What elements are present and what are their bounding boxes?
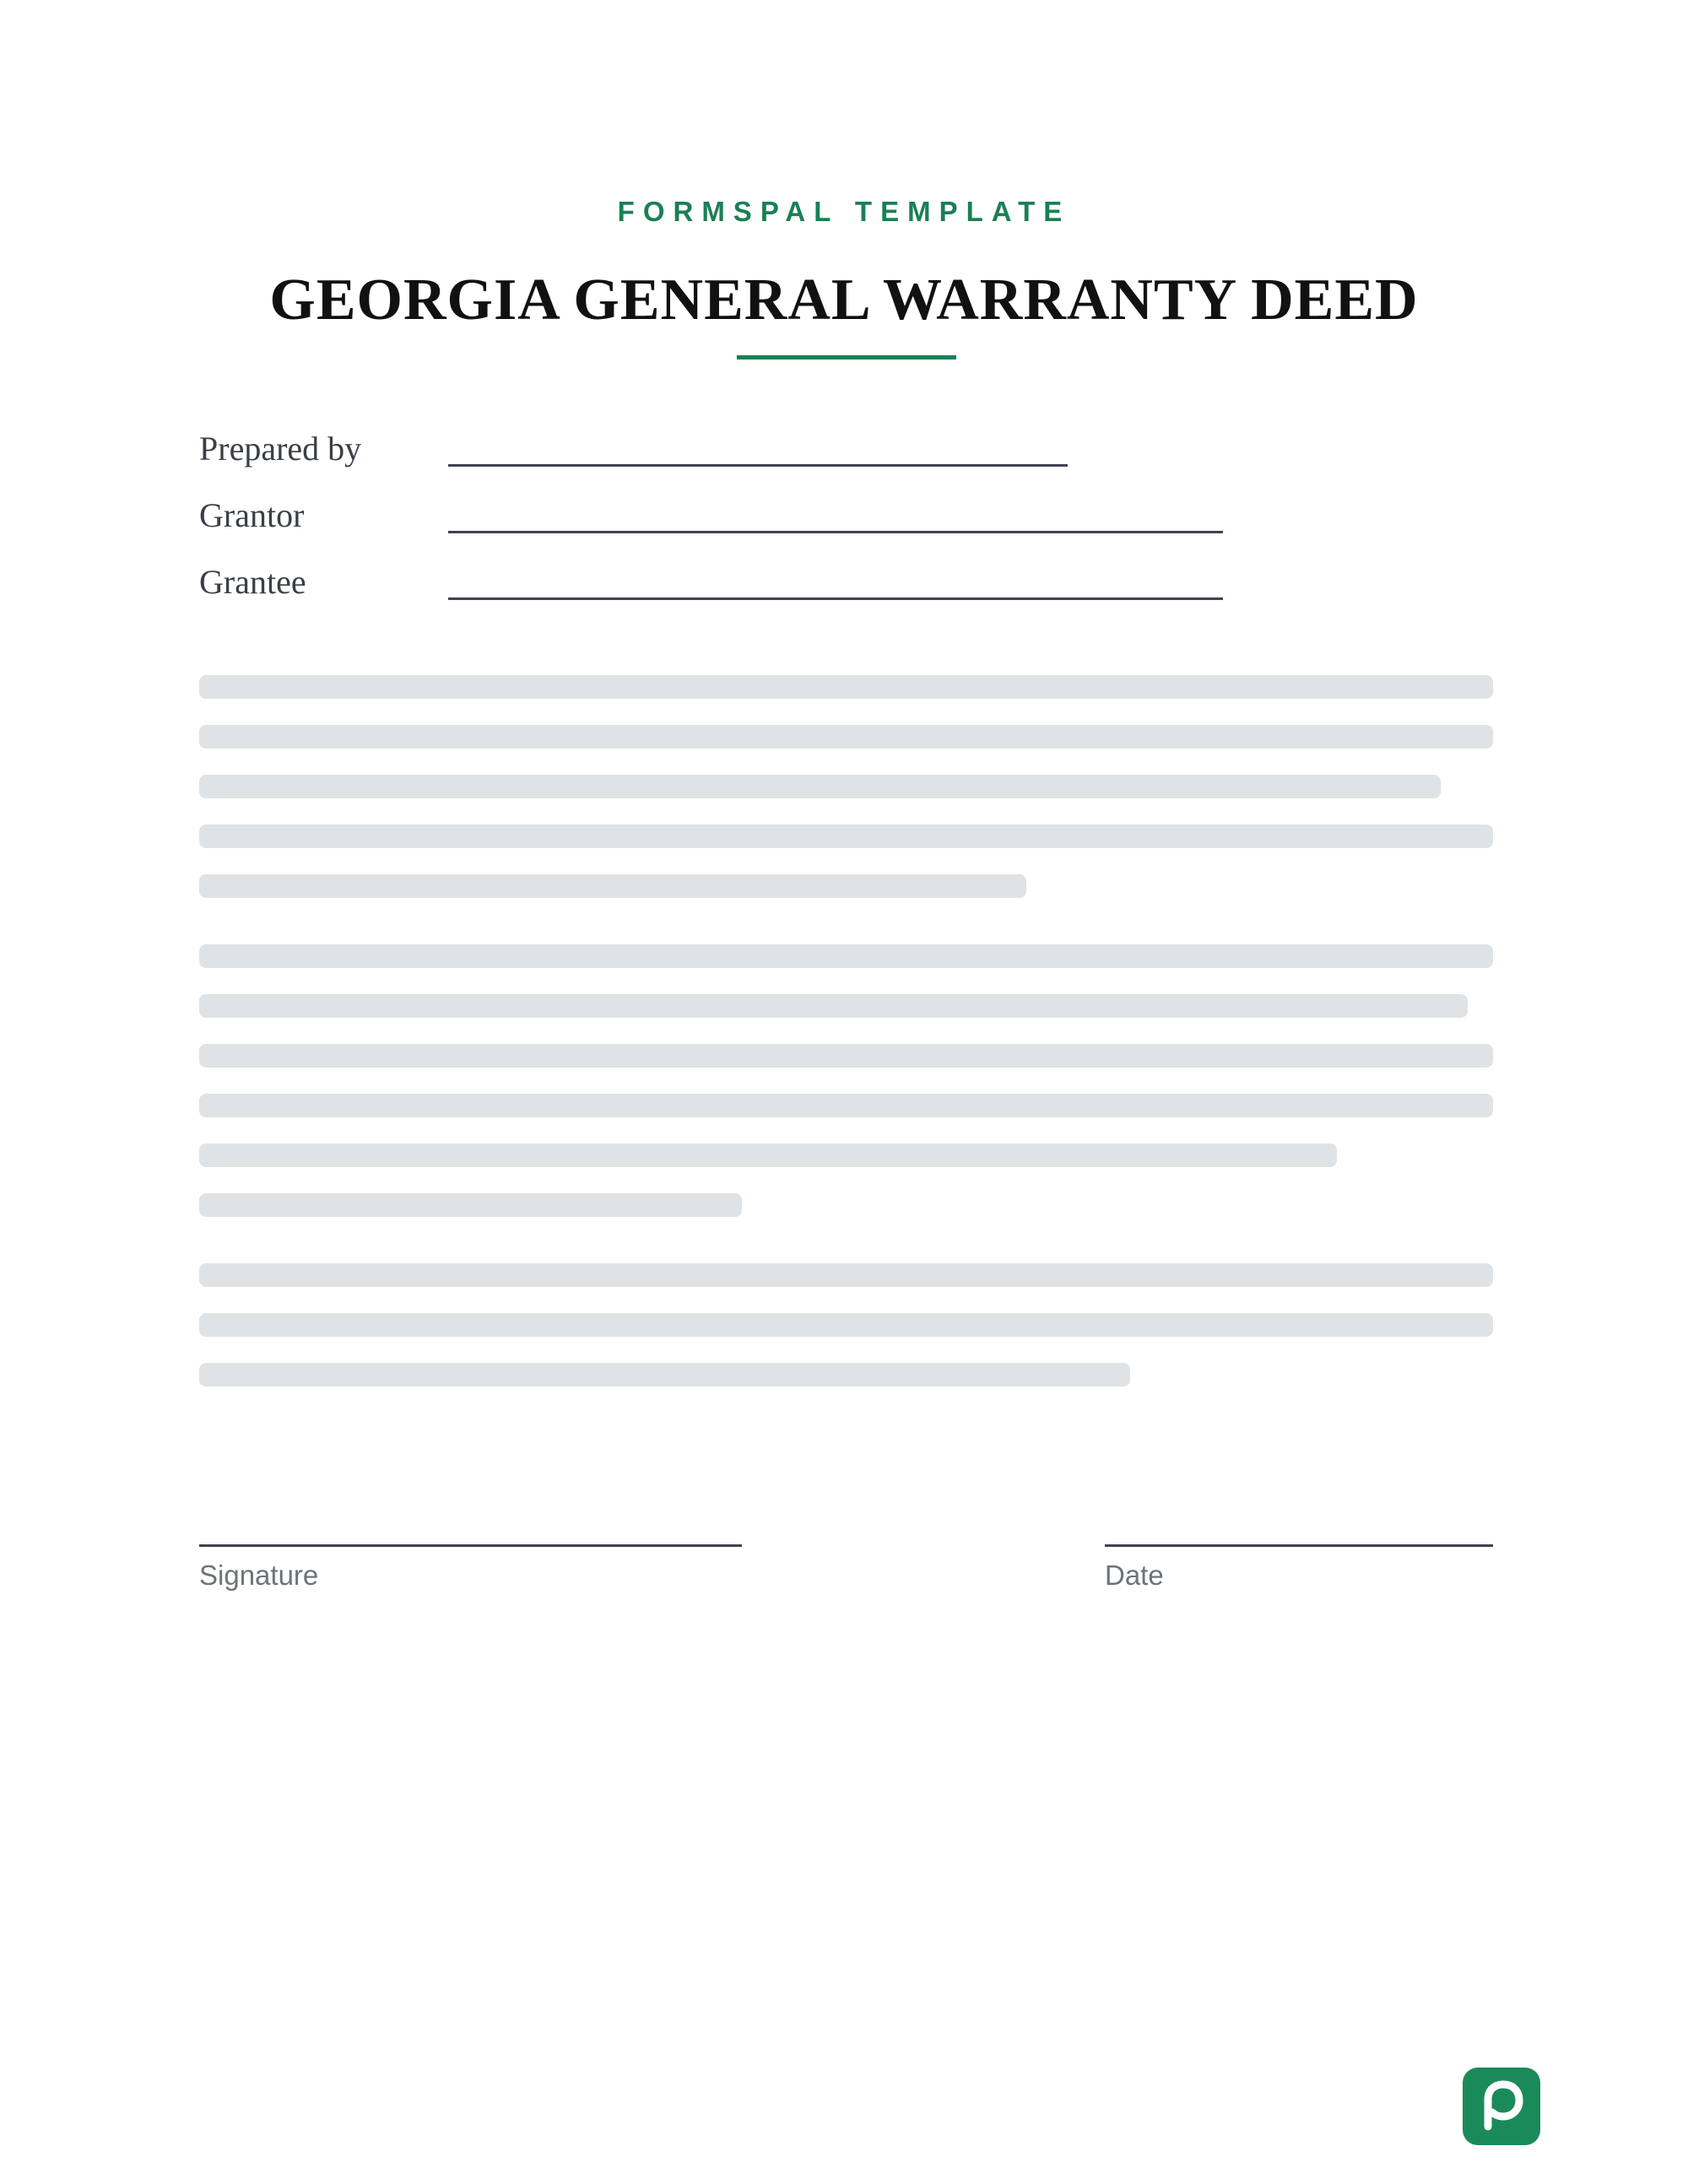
signature-line[interactable]: [199, 1544, 742, 1547]
placeholder-text-line: [199, 874, 1026, 898]
placeholder-text-line: [199, 775, 1441, 798]
placeholder-text-line: [199, 944, 1493, 968]
placeholder-text-line: [199, 1263, 1493, 1287]
placeholder-text-line: [199, 1044, 1493, 1068]
formspal-logo-icon: [1463, 2068, 1540, 2145]
date-label: Date: [1105, 1560, 1164, 1591]
placeholder-text-line: [199, 824, 1493, 848]
title-underline: [737, 355, 956, 359]
document-title: GEORGIA GENERAL WARRANTY DEED: [269, 268, 1419, 332]
placeholder-text-line: [199, 675, 1493, 699]
placeholder-text-line: [199, 1143, 1337, 1167]
grantor-label: Grantor: [199, 496, 305, 534]
grantee-label: Grantee: [199, 563, 306, 601]
prepared-by-field[interactable]: [448, 464, 1068, 467]
template-eyebrow: FORMSPAL TEMPLATE: [617, 196, 1071, 227]
placeholder-text-line: [199, 1363, 1130, 1387]
placeholder-text-line: [199, 1094, 1493, 1117]
placeholder-text-line: [199, 1193, 742, 1217]
grantor-field[interactable]: [448, 531, 1223, 533]
placeholder-text-line: [199, 725, 1493, 749]
grantee-field[interactable]: [448, 597, 1223, 600]
date-line[interactable]: [1105, 1544, 1493, 1547]
placeholder-text-line: [199, 994, 1468, 1018]
signature-label: Signature: [199, 1560, 319, 1591]
prepared-by-label: Prepared by: [199, 430, 362, 468]
placeholder-text-line: [199, 1313, 1493, 1337]
